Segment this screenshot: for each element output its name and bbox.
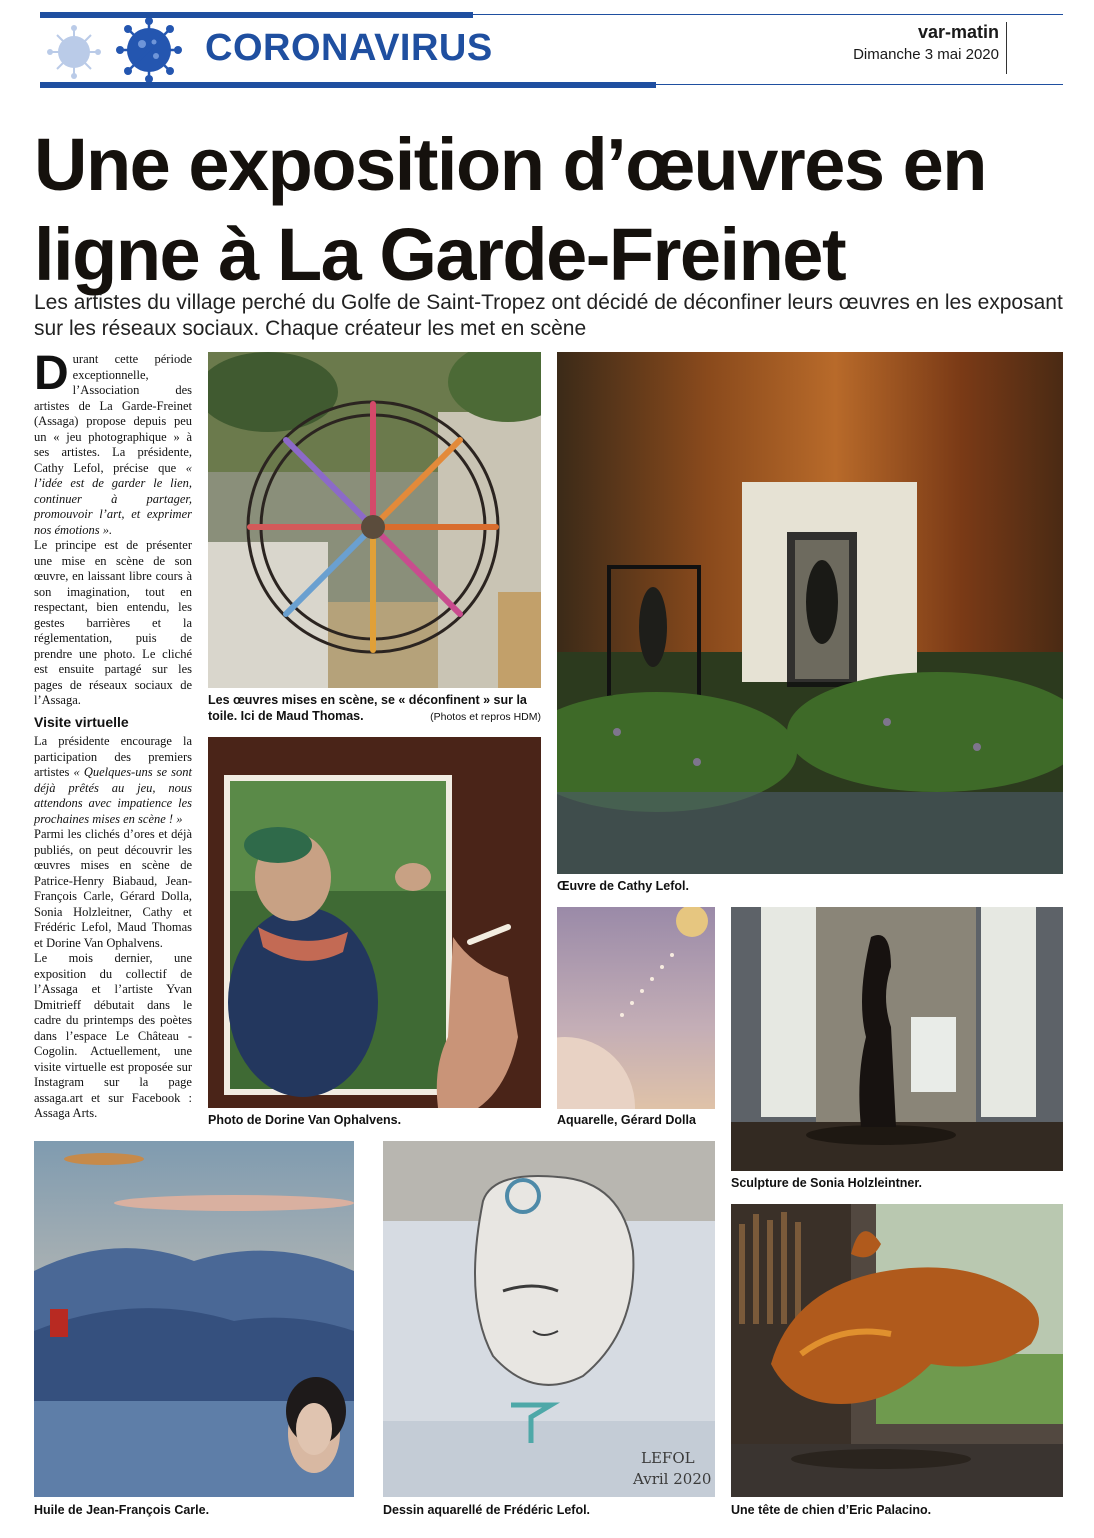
photo-credit: (Photos et repros HDM) — [430, 711, 541, 723]
caption-cathy-lefol: Œuvre de Cathy Lefol. — [557, 879, 689, 893]
caption-maud-thomas — [208, 692, 541, 725]
photo-sonia-holzleintner — [731, 907, 1063, 1171]
newspaper-name: var-matin — [917, 22, 999, 42]
quote-president: « l’idée est de garder le lien, continuer à partager, promouvoir l’art, et exprimer nos émotions ». — [34, 460, 192, 537]
paragraph-2: Le principe est de présenter une mise en scène de son œuvre, en laissant libre cours à son imagination, tout en respectant, bien entendu, les gestes barrières et la réglementation, puis de prendre une photo. Le cliché est ensuite partagé sur les pages de réseaux sociaux de l’Assaga. — [34, 538, 192, 707]
header-divider — [1006, 22, 1007, 74]
quote-artists: « Quelques-uns se sont déjà prêtés au jeu, nous attendons avec impatience les prochaines mises en scène ! » — [34, 765, 192, 826]
caption-dorine: Photo de Dorine Van Ophalvens. — [208, 1113, 402, 1127]
paragraph-3-text: La présidente encourage la participation des premiers artistes — [34, 734, 192, 779]
paragraph-1 — [34, 347, 192, 538]
header-rule-right — [473, 14, 1063, 15]
paragraph-1-text: urant cette période exceptionnelle, l’Association des artistes de La Garde-Freinet (Assaga) propose depuis peu un « jeu photographique » à ses artistes. La présidente, Cathy Lefol, précise que — [34, 352, 192, 475]
caption-carle: Huile de Jean-François Carle. — [34, 1503, 210, 1517]
virus-icon — [44, 18, 194, 82]
photo-frederic-lefol — [383, 1141, 715, 1497]
header-rule-bottom-right — [656, 84, 1063, 85]
publication-date: Dimanche 3 mai 2020 — [853, 46, 999, 63]
caption-maud-text: Les œuvres mises en scène, se « déconfinent » sur la toile. Ici de Maud Thomas. — [208, 693, 527, 723]
photo-dorine-van-ophalvens — [208, 737, 541, 1108]
artwork-signature-bottom: Avril 2020 — [633, 1470, 712, 1488]
section-title: CORONAVIRUS — [205, 27, 493, 69]
photo-maud-thomas — [208, 352, 541, 688]
header-rule-bottom — [40, 82, 656, 88]
subhead: Visite virtuelle — [34, 713, 129, 730]
paragraph-5: Le mois dernier, une exposition du collectif de l’Assaga et l’artiste Yvan Dmitrieff débutait dans le cadre du printemps des poètes dans l’espace Le Château - Cogolin. Actuellement, une visite virtuelle est proposée sur Instagram sur la page assaga.art et sur Facebook : Assaga Arts. — [34, 951, 192, 1120]
artwork-signature-top: LEFOL — [641, 1449, 695, 1467]
photo-cathy-lefol — [557, 352, 1063, 874]
lede: Les artistes du village perché du Golfe de Saint-Tropez ont décidé de déconfiner leurs œuvres en les exposant sur les réseaux sociaux. Chaque créateur les met en scène — [34, 291, 1063, 340]
caption-gerard-dolla: Aquarelle, Gérard Dolla — [557, 1113, 696, 1127]
paragraph-4: Parmi les clichés d’ores et déjà publiés, on peut découvrir les œuvres mises en scène de Patrice-Henry Biabaud, Jean-François Carle, Gérard Dolla, Sonia Holzleitner, Cathy et Frédéric Lefol, Maud Thomas et Dorine Van Ophalvens. — [34, 827, 192, 950]
drop-cap: D — [34, 347, 69, 400]
article-body — [34, 347, 192, 1122]
caption-frederic: Dessin aquarellé de Frédéric Lefol. — [383, 1503, 591, 1517]
caption-sonia: Sculpture de Sonia Holzleintner. — [731, 1176, 923, 1190]
paragraph-3 — [34, 734, 192, 827]
photo-gerard-dolla — [557, 907, 715, 1109]
photo-jean-francois-carle — [34, 1141, 354, 1497]
headline: Une exposition d’œuvres en ligne à La Garde-Freinet — [34, 123, 986, 296]
caption-palacino: Une tête de chien d’Eric Palacino. — [731, 1503, 932, 1517]
photo-eric-palacino — [731, 1204, 1063, 1497]
